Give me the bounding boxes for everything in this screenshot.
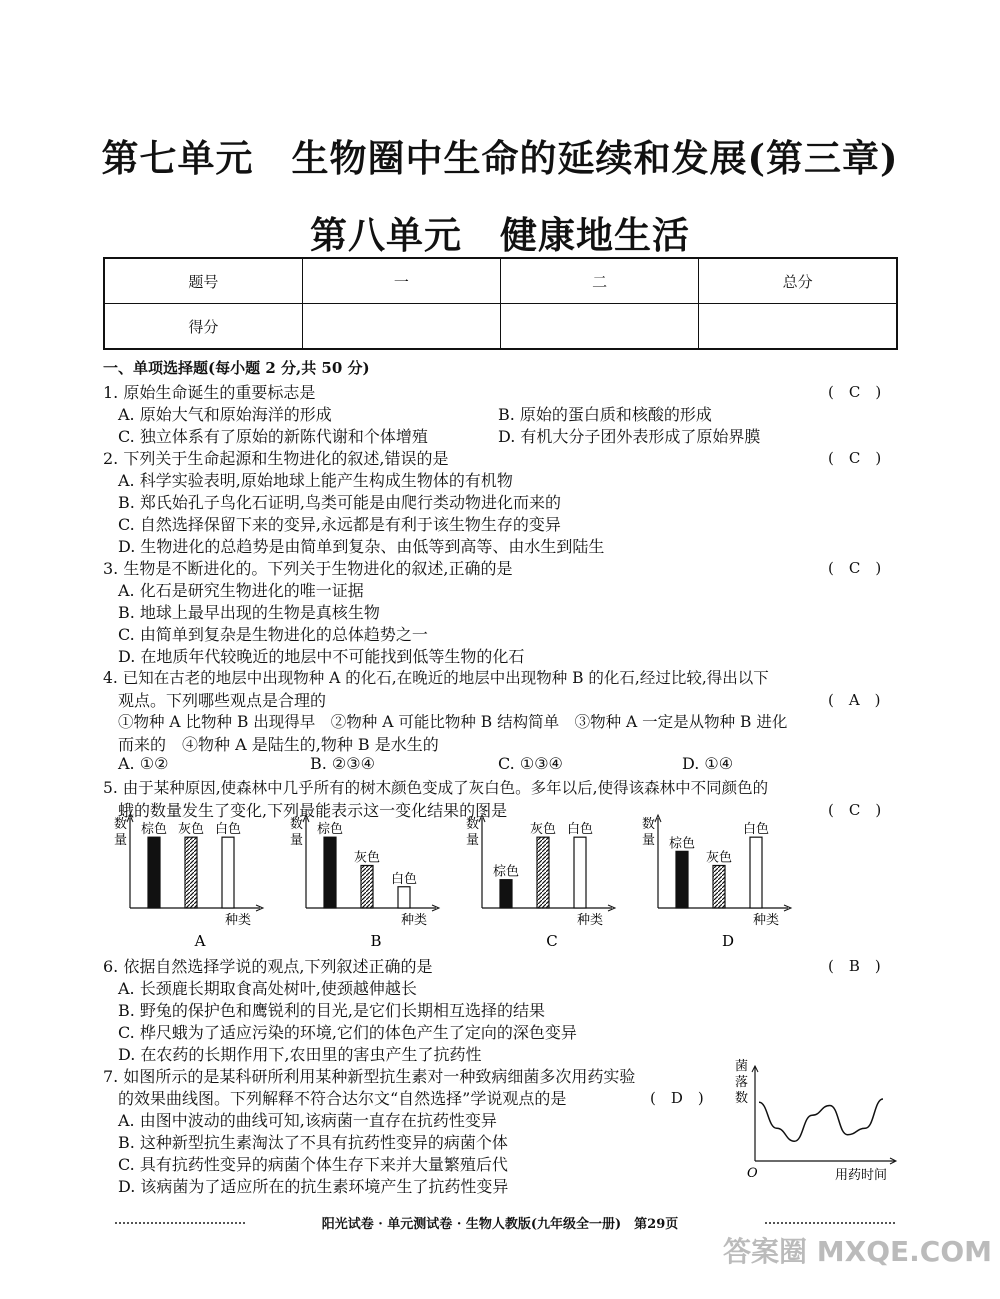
chart-option-label: D xyxy=(721,932,735,950)
y-axis-label: 量 xyxy=(466,833,480,848)
bar-chart-D xyxy=(642,815,791,950)
bar-label: 白色 xyxy=(742,822,770,838)
q4-stem-line1: 4. 已知在古老的地层中出现物种 A 的化石,在晚近的地层中出现物种 B 的化石,经过比较,得出以下 xyxy=(103,669,769,687)
unit7-title: 第七单元 生物圈中生命的延续和发展(第三章) xyxy=(101,136,899,180)
q2-stem: 2. 下列关于生命起源和生物进化的叙述,错误的是 xyxy=(103,449,449,468)
y-axis-label: 量 xyxy=(114,833,128,848)
q2-option-d: D. 生物进化的总趋势是由简单到复杂、由低等到高等、由水生到陆生 xyxy=(118,537,605,556)
score-header-row xyxy=(104,258,897,304)
x-axis-label: 种类 xyxy=(753,913,780,928)
chart-option-label: A xyxy=(194,932,206,950)
bar-label: 棕色 xyxy=(668,836,696,852)
q4-option-d: D. ①④ xyxy=(682,754,734,773)
x-axis-label: 种类 xyxy=(577,913,604,928)
bar-灰色 xyxy=(537,837,549,908)
bar-chart-B xyxy=(290,815,439,950)
q7-option-a: A. 由图中波动的曲线可知,该病菌一直存在抗药性变异 xyxy=(118,1111,497,1130)
q7-answer: ( D ) xyxy=(650,1089,704,1107)
q5-answer: ( C ) xyxy=(828,801,882,819)
bar-chart-C xyxy=(466,815,615,950)
score-header-cell: 一 xyxy=(302,258,500,304)
q7-option-c: C. 具有抗药性变异的病菌个体生存下来并大量繁殖后代 xyxy=(118,1155,508,1174)
q7-line-chart xyxy=(735,1058,910,1183)
q7-stem-line2: 的效果曲线图。下列解释不符合达尔文“自然选择”学说观点的是 xyxy=(118,1089,567,1108)
y-axis-label: 数 xyxy=(466,817,480,832)
y-axis-label: 落 xyxy=(735,1075,749,1090)
q2-option-b: B. 郑氏始孔子鸟化石证明,鸟类可能是由爬行类动物进化而来的 xyxy=(118,493,562,512)
bar-棕色 xyxy=(500,880,512,908)
q6-answer: ( B ) xyxy=(828,957,881,975)
q4-statements-line2: 而来的 ④物种 A 是陆生的,物种 B 是水生的 xyxy=(118,735,439,754)
y-axis-label: 量 xyxy=(290,833,304,848)
q4-statements-line1: ①物种 A 比物种 B 出现得早 ②物种 A 可能比物种 B 结构简单 ③物种 A 一定是从物种 B 进化 xyxy=(118,713,788,731)
unit8-title: 第八单元 健康地生活 xyxy=(310,213,690,257)
bar-灰色 xyxy=(185,837,197,908)
q6-option-c: C. 桦尺蛾为了适应污染的环境,它们的体色产生了定向的深色变异 xyxy=(118,1023,577,1042)
bar-白色 xyxy=(574,837,586,908)
q2-option-a: A. 科学实验表明,原始地球上能产生构成生物体的有机物 xyxy=(118,471,513,490)
q3-option-a: A. 化石是研究生物进化的唯一证据 xyxy=(118,581,364,600)
y-axis-label: 数 xyxy=(114,817,128,832)
q7-option-d: D. 该病菌为了适应所在的抗生素环境产生了抗药性变异 xyxy=(118,1177,509,1196)
q5-stem-line2: 蛾的数量发生了变化,下列最能表示这一变化结果的图是 xyxy=(118,801,508,820)
q1-option-a: A. 原始大气和原始海洋的形成 xyxy=(118,405,332,424)
score-cell xyxy=(699,304,897,350)
bar-label: 白色 xyxy=(390,871,418,887)
q7-stem-line1: 7. 如图所示的是某科研所利用某种新型抗生素对一种致病细菌多次用药实验 xyxy=(103,1067,636,1086)
bar-chart-A xyxy=(114,815,263,950)
score-header-cell: 二 xyxy=(501,258,699,304)
score-table xyxy=(103,257,898,350)
q1-answer: ( C ) xyxy=(828,383,882,401)
bar-灰色 xyxy=(713,866,725,909)
bar-label: 白色 xyxy=(214,822,242,838)
q5-bar-charts xyxy=(110,812,810,952)
q4-stem-line2: 观点。下列哪些观点是合理的 xyxy=(118,691,327,710)
bar-白色 xyxy=(398,887,410,908)
bar-棕色 xyxy=(148,837,160,908)
q6-stem: 6. 依据自然选择学说的观点,下列叙述正确的是 xyxy=(103,957,433,976)
bar-label: 灰色 xyxy=(353,850,381,866)
q1-option-c: C. 独立体系有了原始的新陈代谢和个体增殖 xyxy=(118,427,428,446)
q2-option-c: C. 自然选择保留下来的变异,永远都是有利于该生物生存的变异 xyxy=(118,515,561,534)
q6-option-b: B. 野兔的保护色和鹰锐利的目光,是它们长期相互选择的结果 xyxy=(118,1001,546,1020)
q3-option-d: D. 在地质年代较晚近的地层中不可能找到低等生物的化石 xyxy=(118,647,525,666)
q6-option-a: A. 长颈鹿长期取食高处树叶,使颈越伸越长 xyxy=(118,979,417,998)
q1-stem: 1. 原始生命诞生的重要标志是 xyxy=(103,383,316,402)
q6-option-d: D. 在农药的长期作用下,农田里的害虫产生了抗药性 xyxy=(118,1045,482,1064)
colony-count-curve xyxy=(759,1099,883,1141)
q4-option-a: A. ①② xyxy=(118,754,169,773)
q3-answer: ( C ) xyxy=(828,559,882,577)
q3-option-c: C. 由简单到复杂是生物进化的总体趋势之一 xyxy=(118,625,428,644)
x-axis-label: 种类 xyxy=(225,913,252,928)
q4-answer: ( A ) xyxy=(828,691,881,709)
x-axis-label: 用药时间 xyxy=(835,1168,888,1183)
y-axis-label: 数 xyxy=(735,1091,749,1106)
bar-label: 棕色 xyxy=(316,822,344,838)
bar-灰色 xyxy=(361,866,373,909)
origin-label: O xyxy=(747,1166,758,1181)
bar-label: 灰色 xyxy=(705,850,733,866)
q2-answer: ( C ) xyxy=(828,449,882,467)
q3-stem: 3. 生物是不断进化的。下列关于生物进化的叙述,正确的是 xyxy=(103,559,513,578)
bar-label: 灰色 xyxy=(529,822,557,838)
footer: 阳光试卷 · 单元测试卷 · 生物人教版(九年级全一册) 第29页 xyxy=(321,1217,679,1232)
bar-label: 棕色 xyxy=(140,822,168,838)
score-header-cell: 题号 xyxy=(104,258,302,304)
section-heading: 一、单项选择题(每小题 2 分,共 50 分) xyxy=(103,359,370,377)
y-axis-label: 量 xyxy=(642,833,656,848)
y-axis-label: 数 xyxy=(642,817,656,832)
score-row-label: 得分 xyxy=(104,304,302,350)
bar-棕色 xyxy=(324,837,336,908)
watermark: 答案圈 MXQE.COM xyxy=(723,1235,992,1268)
q7-option-b: B. 这种新型抗生素淘汰了不具有抗药性变异的病菌个体 xyxy=(118,1133,508,1152)
q4-option-c: C. ①③④ xyxy=(498,754,563,773)
score-row xyxy=(104,304,897,350)
x-axis-label: 种类 xyxy=(401,913,428,928)
q1-option-b: B. 原始的蛋白质和核酸的形成 xyxy=(498,405,712,424)
bar-label: 白色 xyxy=(566,822,594,838)
score-cell xyxy=(302,304,500,350)
bar-label: 灰色 xyxy=(177,822,205,838)
y-axis-label: 菌 xyxy=(735,1059,749,1074)
score-cell xyxy=(501,304,699,350)
bar-label: 棕色 xyxy=(492,864,520,880)
q5-stem-line1: 5. 由于某种原因,使森林中几乎所有的树木颜色变成了灰白色。多年以后,使得该森林中不同颜色的 xyxy=(103,779,769,797)
q3-option-b: B. 地球上最早出现的生物是真核生物 xyxy=(118,603,380,622)
y-axis-label: 数 xyxy=(290,817,304,832)
q1-option-d: D. 有机大分子团外表形成了原始界膜 xyxy=(498,427,761,446)
score-header-cell: 总分 xyxy=(699,258,897,304)
chart-option-label: C xyxy=(546,932,558,950)
q4-option-b: B. ②③④ xyxy=(310,754,375,773)
bar-白色 xyxy=(750,837,762,908)
chart-option-label: B xyxy=(370,932,382,950)
bar-棕色 xyxy=(676,851,688,908)
bar-白色 xyxy=(222,837,234,908)
